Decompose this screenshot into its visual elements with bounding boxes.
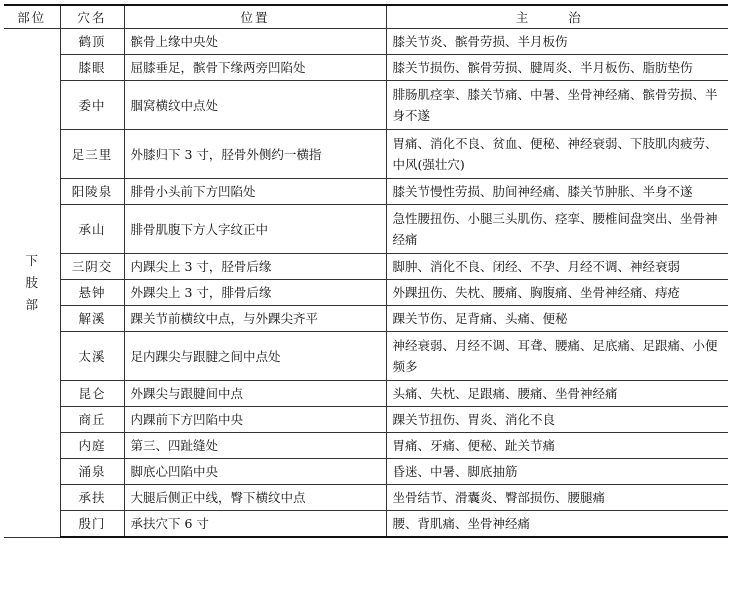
point-name: 委中: [60, 81, 124, 130]
table-row: [4, 205, 728, 254]
table-row: [4, 306, 728, 332]
point-indication: 腰、背肌痛、坐骨神经痛: [386, 511, 728, 538]
point-location: 屈膝垂足，髌骨下缘两旁凹陷处: [124, 55, 386, 81]
point-location: 足内踝尖与跟腱之间中点处: [124, 332, 386, 381]
point-name: 悬钟: [60, 280, 124, 306]
table-row: [4, 381, 728, 407]
point-indication: 神经衰弱、月经不调、耳聋、腰痛、足底痛、足跟痛、小便频多: [386, 332, 728, 381]
point-location: 承扶穴下 6 寸: [124, 511, 386, 538]
point-indication: 胃痛、牙痛、便秘、趾关节痛: [386, 433, 728, 459]
point-name: 太溪: [60, 332, 124, 381]
point-name: 商丘: [60, 407, 124, 433]
point-name: 内庭: [60, 433, 124, 459]
point-location: 腓骨小头前下方凹陷处: [124, 179, 386, 205]
table-row: [4, 511, 728, 538]
table-row: [4, 485, 728, 511]
region-char: 下: [25, 252, 38, 268]
point-indication: 胃痛、消化不良、贫血、便秘、神经衰弱、下肢肌肉疲劳、中风(强壮穴): [386, 130, 728, 179]
region-char: 部: [25, 296, 38, 312]
point-location: 脚底心凹陷中央: [124, 459, 386, 485]
point-location: 第三、四趾缝处: [124, 433, 386, 459]
point-indication: 腓肠肌痉挛、膝关节痛、中暑、坐骨神经痛、髌骨劳损、半身不遂: [386, 81, 728, 130]
point-location: 内踝尖上 3 寸，胫骨后缘: [124, 254, 386, 280]
point-location: 腓骨肌腹下方人字纹正中: [124, 205, 386, 254]
point-indication: 踝关节扭伤、胃炎、消化不良: [386, 407, 728, 433]
table-row: [4, 459, 728, 485]
table-row: [4, 179, 728, 205]
table-row: [4, 55, 728, 81]
point-name: 阳陵泉: [60, 179, 124, 205]
table-row: [4, 29, 728, 55]
point-indication: 脚肿、消化不良、闭经、不孕、月经不调、神经衰弱: [386, 254, 728, 280]
point-location: 内踝前下方凹陷中央: [124, 407, 386, 433]
point-name: 三阴交: [60, 254, 124, 280]
point-indication: 膝关节损伤、髌骨劳损、腱周炎、半月板伤、脂肪垫伤: [386, 55, 728, 81]
point-indication: 坐骨结节、滑囊炎、臀部损伤、腰腿痛: [386, 485, 728, 511]
point-name: 殷门: [60, 511, 124, 538]
point-location: 腘窝横纹中点处: [124, 81, 386, 130]
header-point: 穴名: [60, 5, 124, 29]
header-region: 部位: [4, 5, 60, 29]
table-row: [4, 433, 728, 459]
point-name: 解溪: [60, 306, 124, 332]
header-location: 位置: [124, 5, 386, 29]
point-location: 踝关节前横纹中点，与外踝尖齐平: [124, 306, 386, 332]
region-cell: [4, 29, 60, 538]
point-name: 承山: [60, 205, 124, 254]
header-indication: 主 治: [386, 5, 728, 29]
point-location: 外膝归下 3 寸，胫骨外侧约一横指: [124, 130, 386, 179]
point-location: 外踝尖与跟腱间中点: [124, 381, 386, 407]
table-row: [4, 280, 728, 306]
point-indication: 外踝扭伤、失枕、腰痛、胸腹痛、坐骨神经痛、痔疮: [386, 280, 728, 306]
point-location: 大腿后侧正中线，臀下横纹中点: [124, 485, 386, 511]
acupoint-table-container: [4, 4, 728, 538]
point-name: 承扶: [60, 485, 124, 511]
point-indication: 昏迷、中暑、脚底抽筋: [386, 459, 728, 485]
point-location: 髌骨上缘中央处: [124, 29, 386, 55]
point-indication: 急性腰扭伤、小腿三头肌伤、痉挛、腰椎间盘突出、坐骨神经痛: [386, 205, 728, 254]
point-indication: 膝关节炎、髌骨劳损、半月板伤: [386, 29, 728, 55]
table-row: [4, 332, 728, 381]
point-indication: 膝关节慢性劳损、肋间神经痛、膝关节肿胀、半身不遂: [386, 179, 728, 205]
acupoint-table: [4, 4, 728, 538]
point-name: 鹤顶: [60, 29, 124, 55]
point-location: 外踝尖上 3 寸，腓骨后缘: [124, 280, 386, 306]
point-name: 足三里: [60, 130, 124, 179]
table-header-row: [4, 5, 728, 29]
point-indication: 踝关节伤、足背痛、头痛、便秘: [386, 306, 728, 332]
table-row: [4, 130, 728, 179]
table-row: [4, 407, 728, 433]
table-row: [4, 254, 728, 280]
point-name: 涌泉: [60, 459, 124, 485]
point-indication: 头痛、失枕、足跟痛、腰痛、坐骨神经痛: [386, 381, 728, 407]
table-row: [4, 81, 728, 130]
point-name: 昆仑: [60, 381, 124, 407]
region-char: 肢: [25, 274, 38, 290]
point-name: 膝眼: [60, 55, 124, 81]
